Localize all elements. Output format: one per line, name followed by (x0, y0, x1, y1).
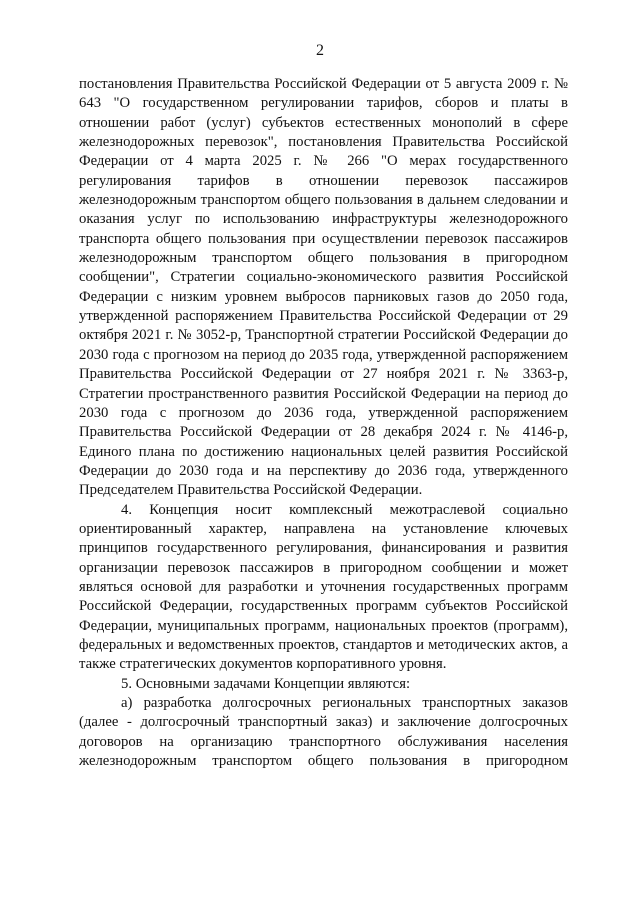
paragraph-tasks-heading: 5. Основными задачами Концепции являются: (121, 675, 411, 692)
paragraph-legal-basis: постановления Правительства Российской Федерации от 5 августа 2009 г. № 643 "О государственном регулировании тарифов, сборов и платы в отношении работ (услуг) субъектов естественных монополий в сфере железнодорожных перевозок", постановления Правительства Российской Федерации от 4 марта 2025 г. № 266 "О мерах государственного регулирования тарифов в отношении перевозок пассажиров железнодорожным транспортом общего пользования в дальнем следовании и оказания услуг по использованию инфраструктуры железнодорожного транспорта общего пользования при осуществлении перевозок пассажиров железнодорожным транспортом общего пользования в пригородном сообщении", Стратегии социально-экономического развития Российской Федерации с низким уровнем выбросов парниковых газов до 2050 года, утвержденной распоряжением Правительства Российской Федерации от 29 октября 2021 г. № 3052-р, Транспортной стратегии Российской Федерации до 2030 года с прогнозом на период до 2035 года, утвержденной распоряжением Правительства Российской Федерации от 27 ноября 2021 г. № 3363-р, Стратегии пространственного развития Российской Федерации на период до 2030 года с прогнозом до 2036 года, утвержденной распоряжением Правительства Российской Федерации от 28 декабря 2024 г. № 4146-р, Единого плана по достижению национальных целей развития Российской Федерации до 2030 года и на перспективу до 2036 года, утвержденного Председателем Правительства Российской Федерации. (79, 76, 568, 499)
paragraph-concept-character: 4. Концепция носит комплексный межотраслевой социально ориентированный характер, направлена на установление ключевых принципов государственного регулирования, финансирования и развития организации перевозок пассажиров в пригородном сообщении и может являться основой для разработки и уточнения государственных программ Российской Федерации, государственных программ субъектов Российской Федерации, муниципальных программ, национальных проектов (программ), федеральных и ведомственных проектов, стандартов и методических актов, а также стратегических документов корпоративного уровня. (79, 501, 568, 673)
page-number: 2 (316, 42, 324, 59)
document-body (79, 75, 568, 771)
paragraph-task-a: а) разработка долгосрочных региональных транспортных заказов (далее - долгосрочный транспортный заказ) и заключение долгосрочных договоров на организацию транспортного обслуживания населения железнодорожным транспортом общего пользования в пригородном (79, 695, 568, 770)
